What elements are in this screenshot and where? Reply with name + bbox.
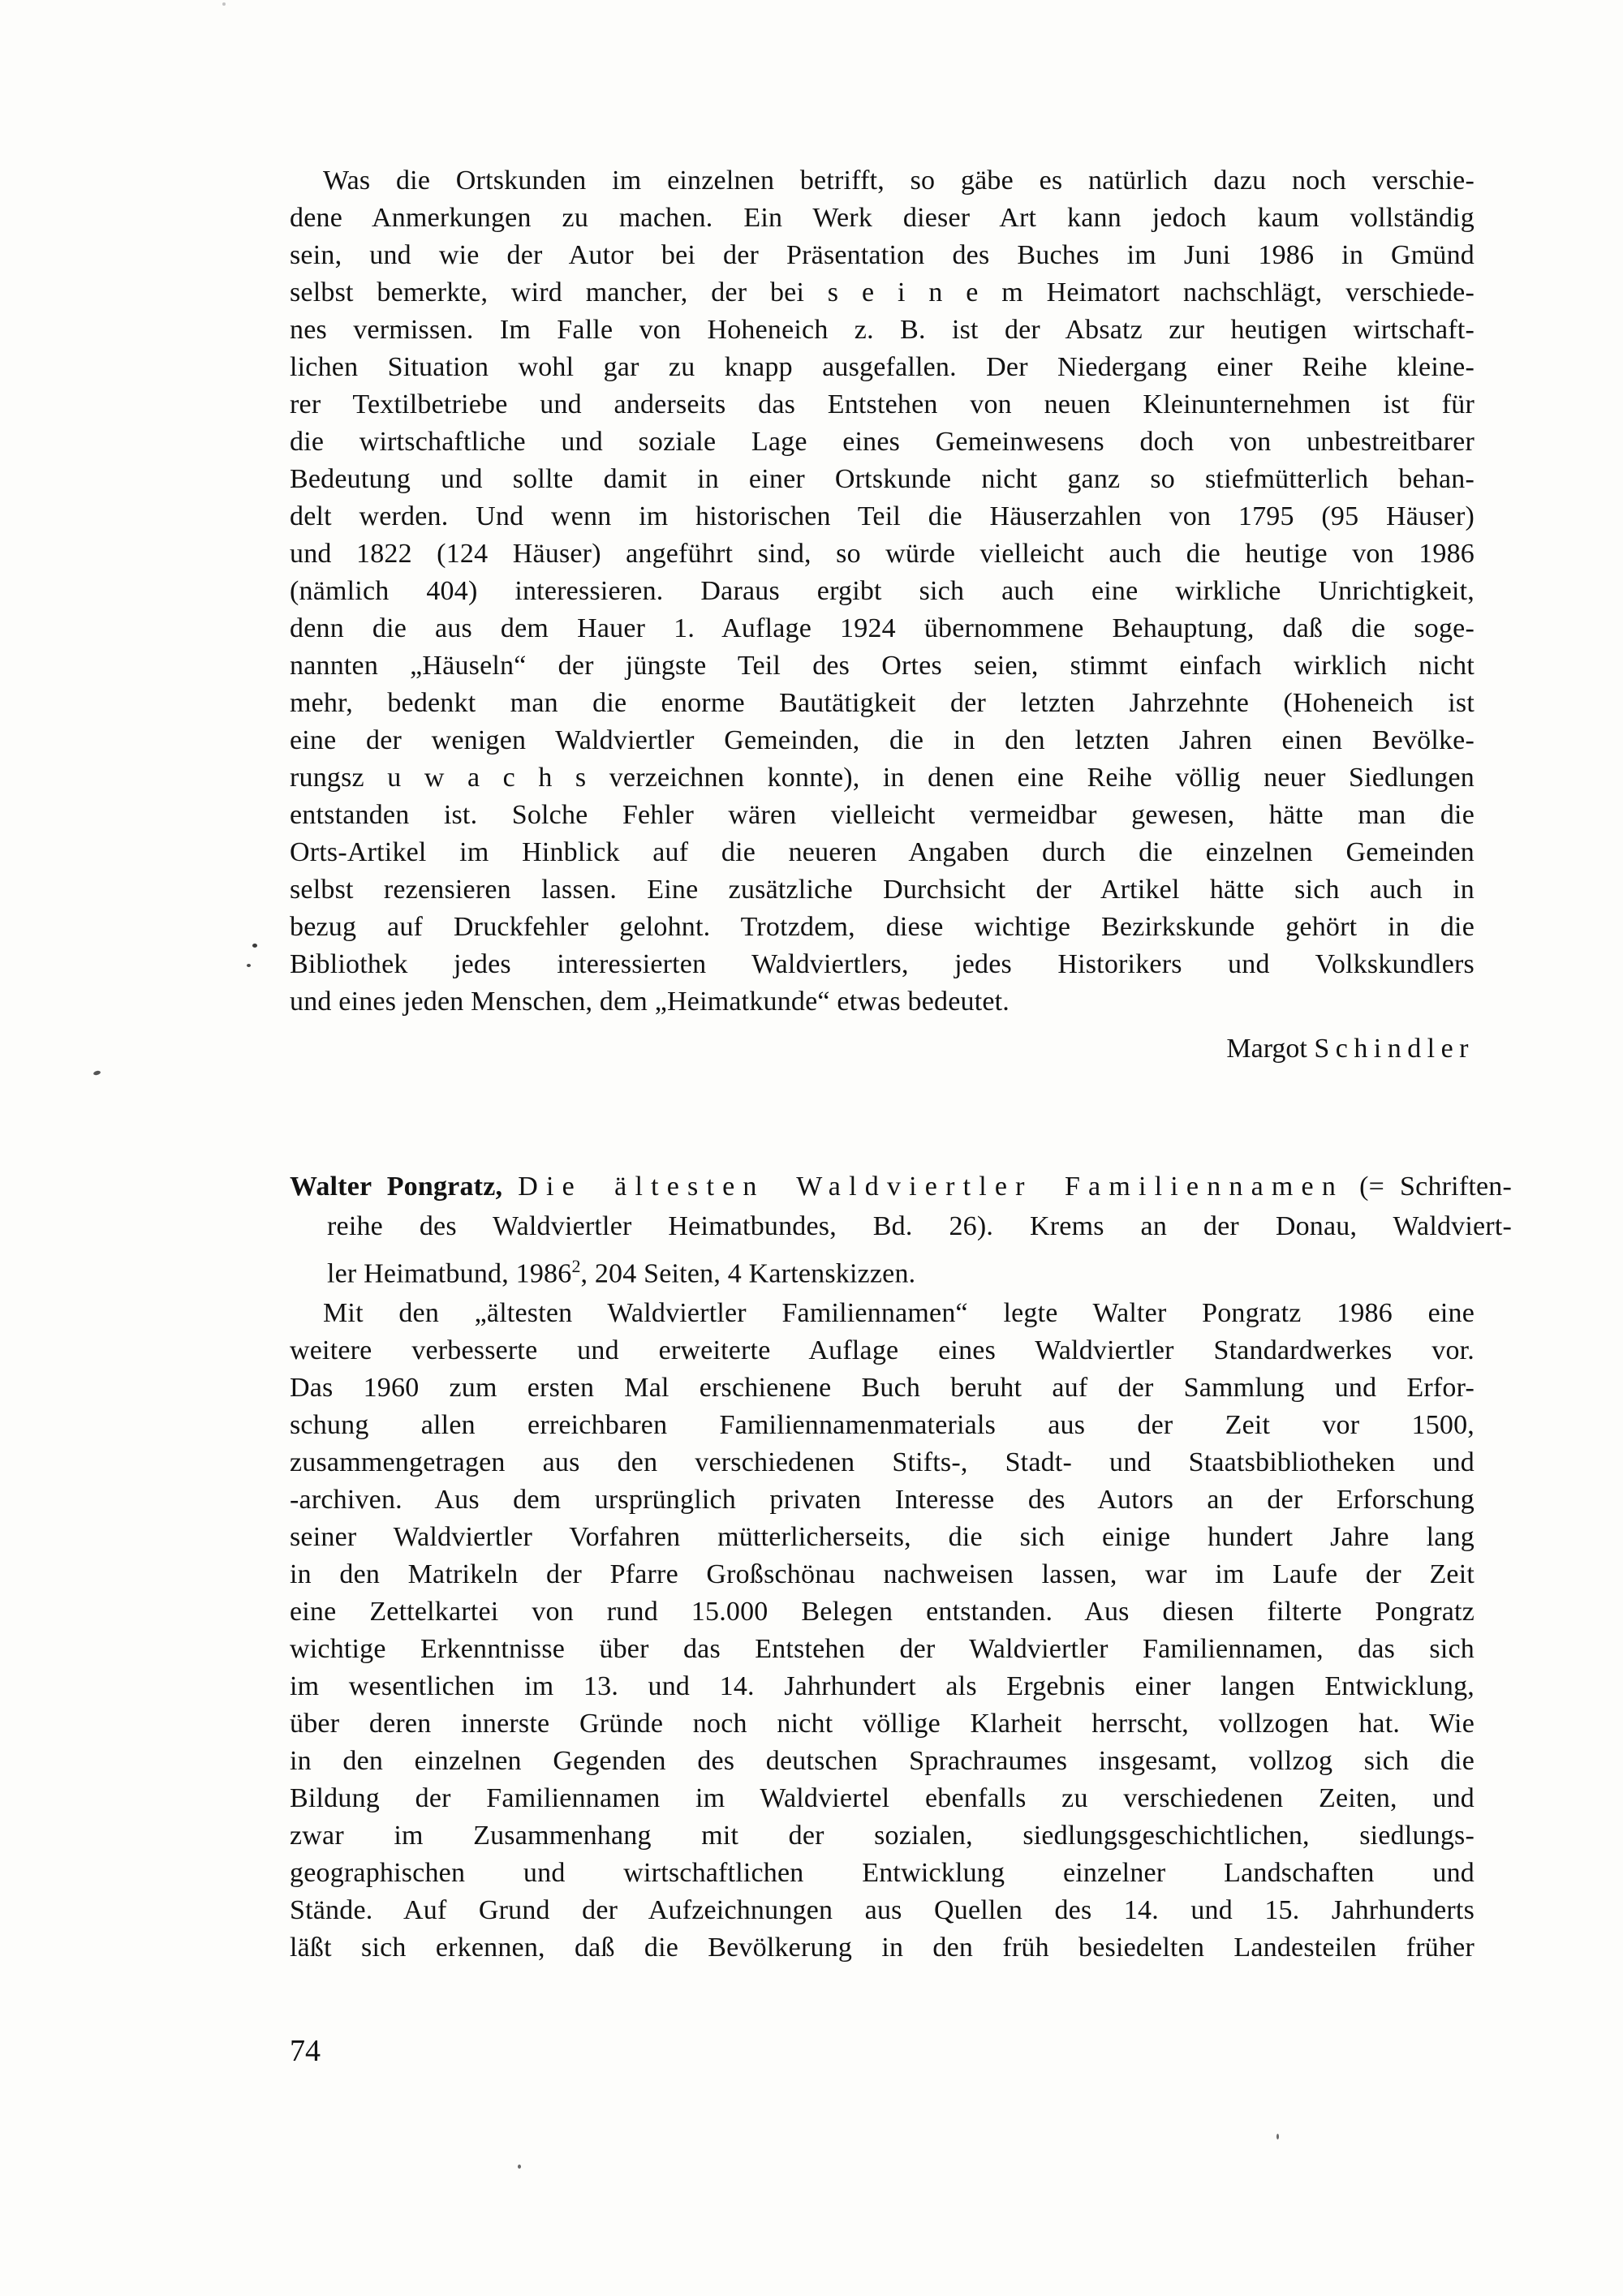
text-line: Bedeutung und sollte damit in einer Ortskunde nicht ganz so stiefmütterlich behan-: [290, 464, 1474, 494]
scan-speck: [518, 2165, 521, 2169]
page-number: 74: [290, 2034, 321, 2068]
text-line: delt werden. Und wenn im historischen Teil die Häuserzahlen von 1795 (95 Häuser): [290, 501, 1474, 531]
text-line: nes vermissen. Im Falle von Hoheneich z. B. ist der Absatz zur heutigen wirtschaft-: [290, 315, 1474, 345]
signature-surname: Schindler: [1314, 1034, 1474, 1064]
text-line: zwar im Zusammenhang mit der sozialen, siedlungsgeschichtlichen, siedlungs-: [290, 1821, 1474, 1851]
text-line: Das 1960 zum ersten Mal erschienene Buch beruht auf der Sammlung und Erfor-: [290, 1373, 1474, 1403]
text-line: rer Textilbetriebe und anderseits das Entstehen von neuen Kleinunternehmen ist für: [290, 389, 1474, 419]
text-line: Bibliothek jedes interessierten Waldviertlers, jedes Historikers und Volkskundlers: [290, 949, 1474, 979]
text-line: seiner Waldviertler Vorfahren mütterlicherseits, die sich einige hundert Jahre lang: [290, 1522, 1474, 1552]
text-line: über deren innerste Gründe noch nicht völlige Klarheit herrscht, vollzogen hat. Wie: [290, 1709, 1474, 1739]
text-line: wichtige Erkenntnisse über das Entstehen der Waldviertler Familiennamen, das sich: [290, 1634, 1474, 1664]
text-line: und eines jeden Menschen, dem „Heimatkunde“ etwas bedeutet.: [290, 987, 1010, 1017]
text-line: selbst bemerkte, wird mancher, der bei s e i n e m Heimatort nachschlägt, verschiede-: [290, 277, 1474, 307]
text-line: Mit den „ältesten Waldviertler Familiennamen“ legte Walter Pongratz 1986 eine: [323, 1298, 1474, 1328]
text-line: entstanden ist. Solche Fehler wären vielleicht vermeidbar gewesen, hätte man die: [290, 800, 1474, 830]
text-line: mehr, bedenkt man die enorme Bautätigkeit der letzten Jahrzehnte (Hoheneich ist: [290, 688, 1474, 718]
text-line: Bildung der Familiennamen im Waldviertel ebenfalls zu verschiedenen Zeiten, und: [290, 1783, 1474, 1813]
scan-speck: [1276, 2134, 1279, 2139]
text-line: in den einzelnen Gegenden des deutschen Sprachraumes insgesamt, vollzog sich die: [290, 1746, 1474, 1776]
text-line: schung allen erreichbaren Familiennamenmaterials aus der Zeit vor 1500,: [290, 1410, 1474, 1440]
text-line: Orts-Artikel im Hinblick auf die neueren Angaben durch die einzelnen Gemeinden: [290, 837, 1474, 867]
text-line: sein, und wie der Autor bei der Präsentation des Buches im Juni 1986 in Gmünd: [290, 240, 1474, 270]
text-line: -archiven. Aus dem ursprünglich privaten Interesse des Autors an der Erforschung: [290, 1485, 1474, 1515]
scan-speck: [247, 964, 251, 967]
bibliography-line: [290, 1167, 1512, 1206]
signature-first-name: Margot: [1226, 1034, 1315, 1064]
bibliography-series-open: (= Schriften-: [1359, 1172, 1512, 1202]
bibliography-line: [327, 1246, 1512, 1289]
text-line: geographischen und wirtschaftlichen Entwicklung einzelner Landschaften und: [290, 1858, 1474, 1888]
text-line: Was die Ortskunden im einzelnen betrifft, so gäbe es natürlich dazu noch verschie-: [323, 166, 1474, 196]
text-line: lichen Situation wohl gar zu knapp ausgefallen. Der Niedergang einer Reihe kleine-: [290, 352, 1474, 382]
bibliography-author: Walter Pongratz,: [290, 1172, 503, 1202]
bibliography-extent: , 204 Seiten, 4 Kartenskizzen.: [580, 1258, 916, 1289]
text-line: zusammengetragen aus den verschiedenen Stifts-, Stadt- und Staatsbibliotheken und: [290, 1447, 1474, 1477]
bibliography-title: Die ältesten Waldviertler Familiennamen: [518, 1172, 1345, 1202]
text-line: eine der wenigen Waldviertler Gemeinden, die in den letzten Jahren einen Bevölke-: [290, 725, 1474, 755]
bibliography-imprint: ler Heimatbund, 1986: [327, 1258, 572, 1289]
text-line: bezug auf Druckfehler gelohnt. Trotzdem, diese wichtige Bezirkskunde gehört in die: [290, 912, 1474, 942]
bibliography-entry: [290, 1167, 1512, 1289]
edition-superscript: 2: [571, 1256, 581, 1276]
review-paragraph: [290, 1295, 1474, 1967]
review-paragraph: [290, 162, 1474, 1021]
review-pongratz-section: [290, 1295, 1474, 1967]
text-line: nannten „Häuseln“ der jüngste Teil des Ortes seien, stimmt einfach wirklich nicht: [290, 651, 1474, 681]
text-line: eine Zettelkartei von rund 15.000 Belegen entstanden. Aus diesen filterte Pongratz: [290, 1597, 1474, 1627]
text-line: in den Matrikeln der Pfarre Großschönau nachweisen lassen, war im Laufe der Zeit: [290, 1559, 1474, 1589]
text-line: Stände. Auf Grund der Aufzeichnungen aus Quellen des 14. und 15. Jahrhunderts: [290, 1895, 1474, 1925]
scan-speck: [93, 1070, 101, 1076]
text-line: weitere verbesserte und erweiterte Auflage eines Waldviertler Standardwerkes vor.: [290, 1335, 1474, 1365]
bibliography-line: reihe des Waldviertler Heimatbundes, Bd. 26). Krems an der Donau, Waldviert-: [327, 1211, 1512, 1241]
text-line: denn die aus dem Hauer 1. Auflage 1924 übernommene Behauptung, daß die soge-: [290, 613, 1474, 643]
text-line: die wirtschaftliche und soziale Lage eines Gemeinwesens doch von unbestreitbarer: [290, 427, 1474, 457]
text-line: dene Anmerkungen zu machen. Ein Werk dieser Art kann jedoch kaum vollständig: [290, 203, 1474, 233]
scan-speck: [222, 2, 226, 6]
text-line: (nämlich 404) interessieren. Daraus ergibt sich auch eine wirkliche Unrichtigkeit,: [290, 576, 1474, 606]
text-line: rungsz u w a c h s verzeichnen konnte), in denen eine Reihe völlig neuer Siedlungen: [290, 763, 1474, 793]
text-line: selbst rezensieren lassen. Eine zusätzliche Durchsicht der Artikel hätte sich auch in: [290, 875, 1474, 905]
scan-speck: [252, 944, 257, 948]
reviewer-signature: [290, 1030, 1474, 1068]
text-line: und 1822 (124 Häuser) angeführt sind, so würde vielleicht auch die heutige von 1986: [290, 539, 1474, 569]
review-schindler-section: [290, 162, 1474, 1068]
text-line: im wesentlichen im 13. und 14. Jahrhundert als Ergebnis einer langen Entwicklung,: [290, 1671, 1474, 1701]
text-line: läßt sich erkennen, daß die Bevölkerung in den früh besiedelten Landesteilen früher: [290, 1933, 1474, 1963]
